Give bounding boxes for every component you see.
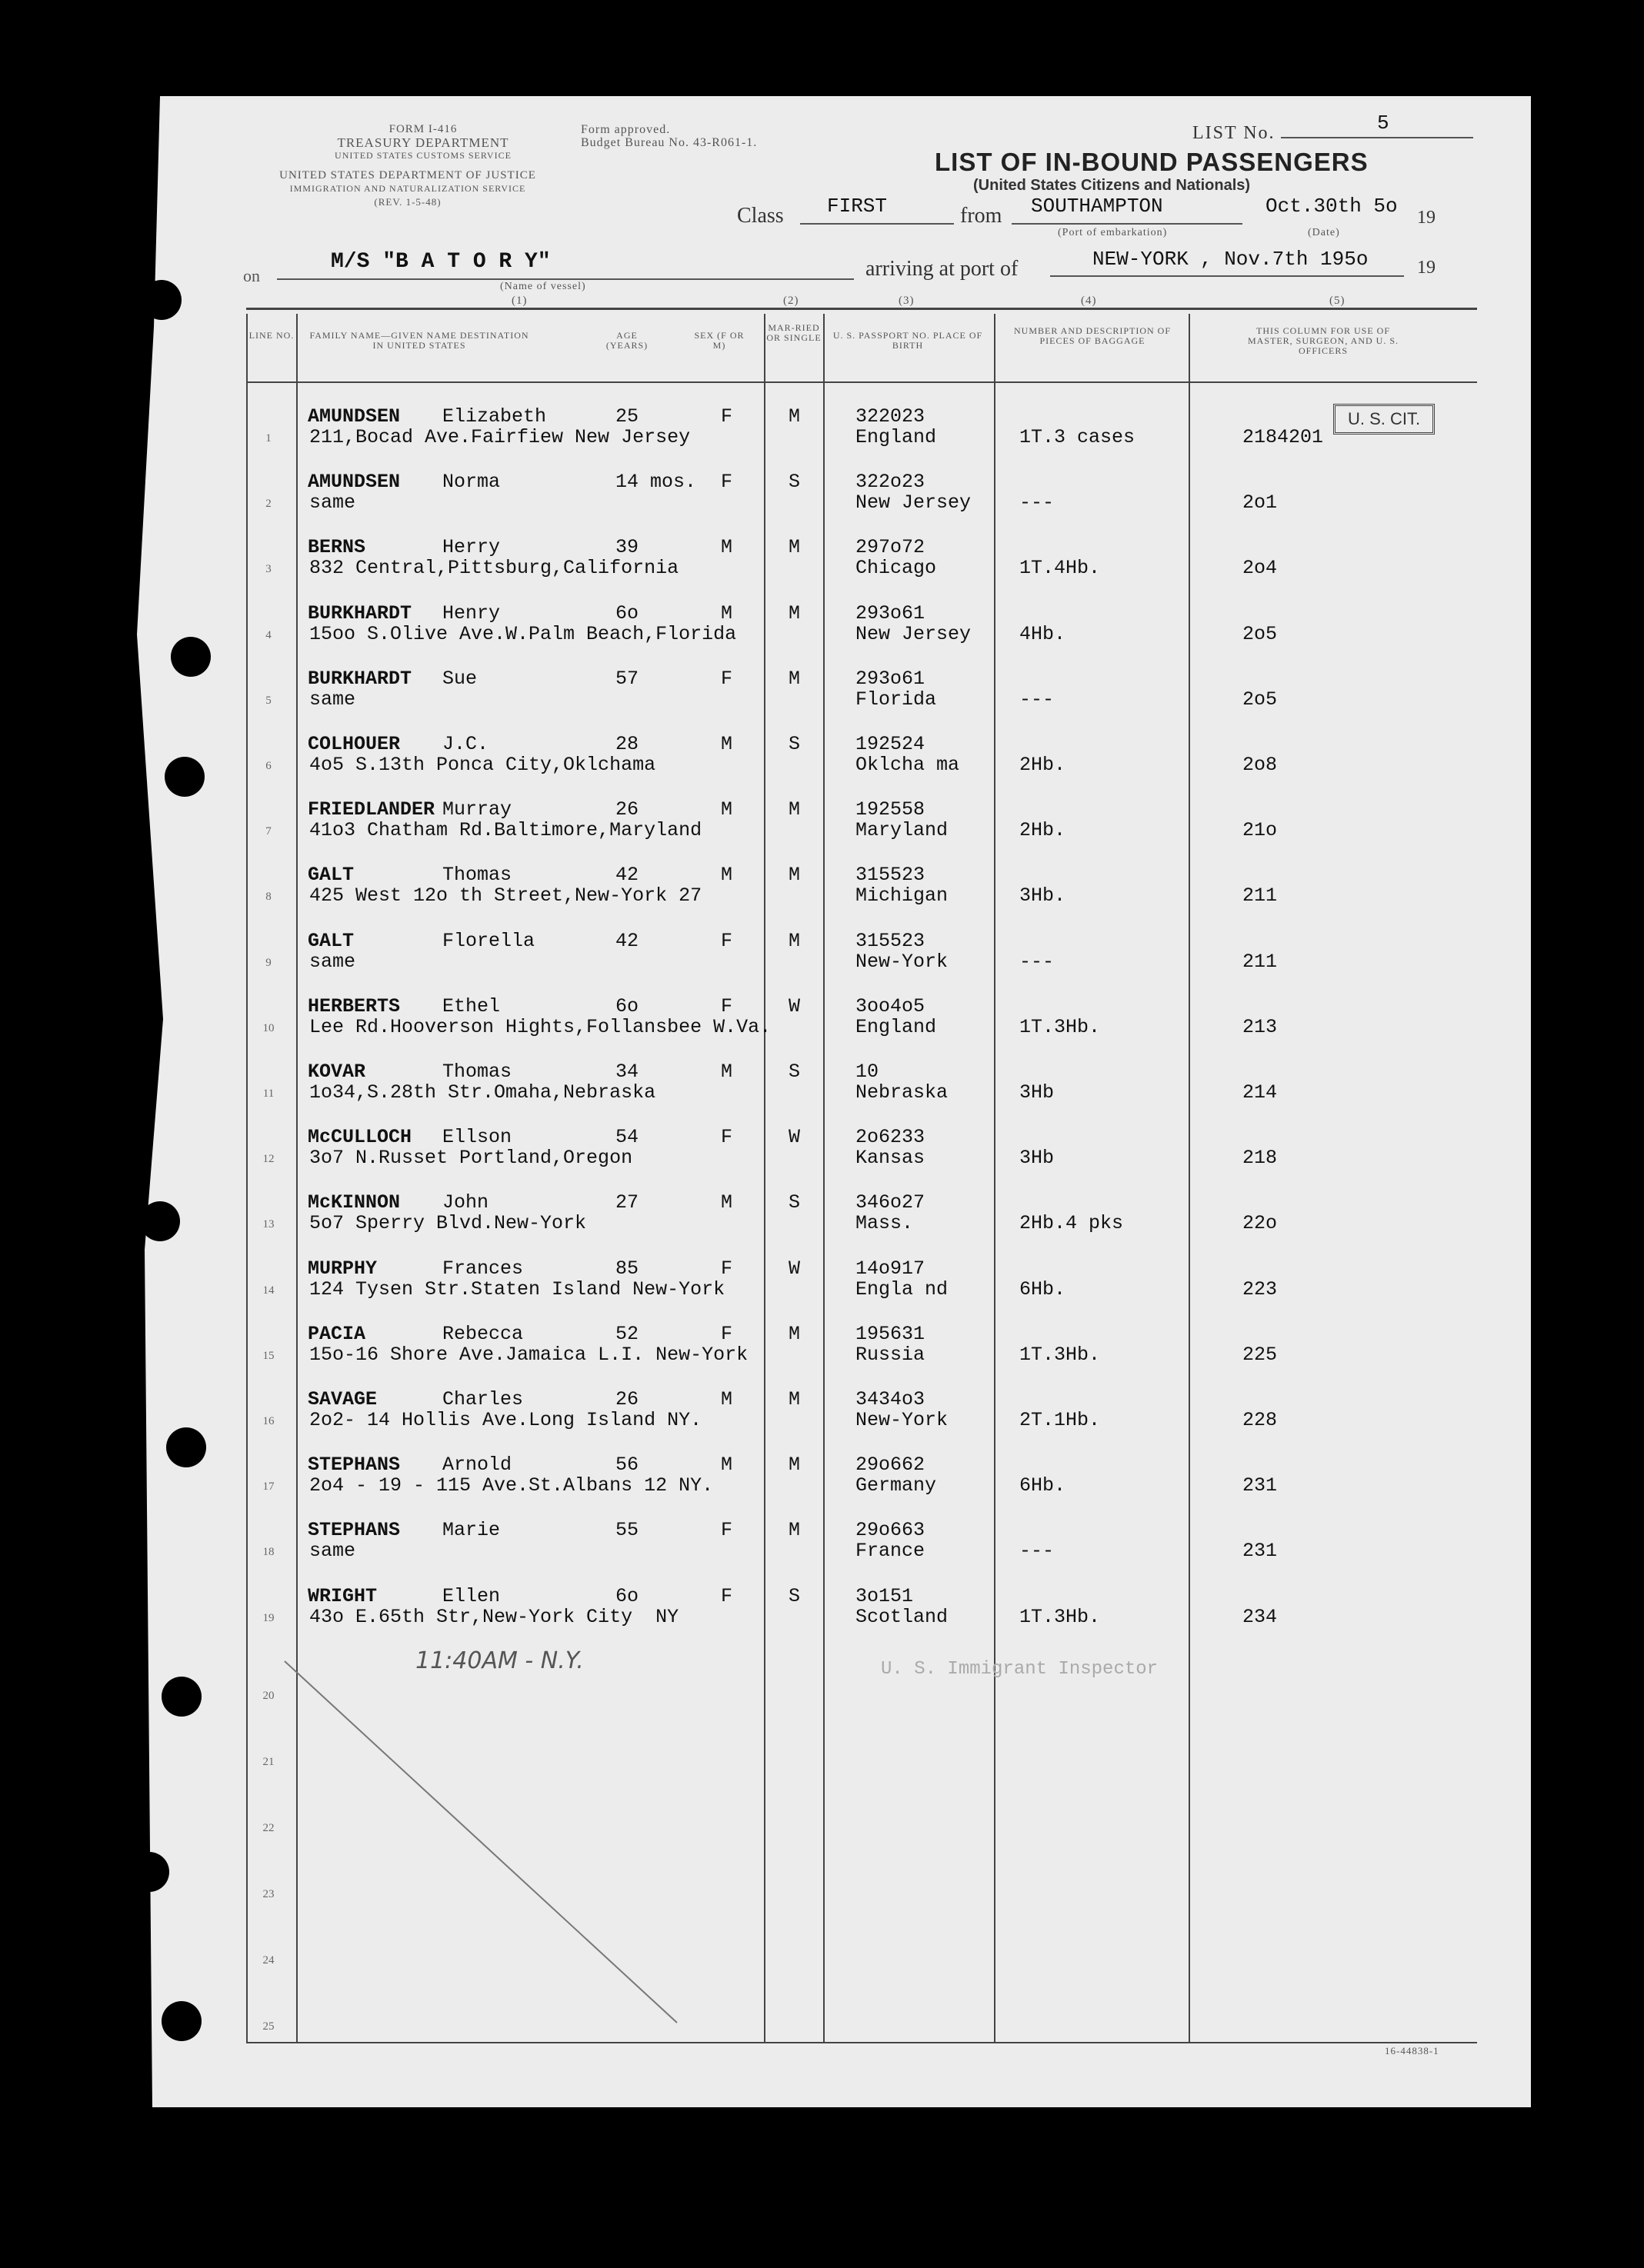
officer-column-value: 21o: [1242, 819, 1278, 842]
passenger-sex: M: [721, 1454, 733, 1477]
passenger-given-name: Sue: [442, 667, 478, 690]
passenger-marital-status: M: [789, 536, 801, 559]
passenger-given-name: Ethel: [442, 994, 501, 1017]
passenger-marital-status: W: [789, 1126, 801, 1149]
form-number: FORM I-416: [388, 123, 458, 135]
passenger-surname: COLHOUER: [308, 733, 401, 755]
passenger-sex: F: [721, 1257, 733, 1280]
col-header-baggage: NUMBER AND DESCRIPTION OF PIECES OF BAGGAGE: [1013, 325, 1172, 346]
passenger-destination: 43o E.65th Str,New-York City NY: [309, 1605, 679, 1628]
row-number: 25: [262, 2020, 275, 2033]
passenger-given-name: Rebecca: [442, 1322, 524, 1345]
passport-number: 29o663: [855, 1519, 925, 1542]
officer-column-value: 211: [1242, 950, 1278, 973]
arriving-label: arriving at port of: [865, 257, 1019, 281]
passenger-sex: M: [721, 864, 733, 887]
passenger-marital-status: M: [789, 798, 801, 821]
passenger-surname: HERBERTS: [308, 994, 401, 1017]
passenger-marital-status: S: [789, 471, 801, 494]
officer-column-value: 2o8: [1242, 754, 1278, 776]
passenger-destination: 41o3 Chatham Rd.Baltimore,Maryland: [309, 819, 702, 842]
officer-column-value: 2184201: [1242, 426, 1324, 448]
row-number: 17: [262, 1480, 275, 1494]
dept-immigration: IMMIGRATION AND NATURALIZATION SERVICE: [289, 183, 526, 194]
dept-justice: UNITED STATES DEPARTMENT OF JUSTICE: [279, 169, 536, 182]
row-number: 12: [262, 1153, 275, 1166]
dept-customs: UNITED STATES CUSTOMS SERVICE: [335, 150, 512, 161]
form-header-justice: [231, 169, 585, 208]
row-number: 15: [262, 1349, 275, 1362]
punch-hole: [165, 757, 205, 797]
passenger-sex: F: [721, 1584, 733, 1607]
officer-column-value: 223: [1242, 1277, 1278, 1301]
passenger-destination: Lee Rd.Hooverson Hights,Follansbee W.Va.: [309, 1015, 772, 1038]
baggage-description: 6Hb.: [1019, 1277, 1066, 1301]
place-of-birth: England: [855, 1015, 937, 1038]
passenger-age: 6o: [615, 994, 639, 1017]
colnum-3: (3): [899, 295, 915, 307]
passenger-age: 39: [615, 536, 639, 559]
baggage-description: 6Hb.: [1019, 1474, 1066, 1497]
passenger-destination: 15oo S.Olive Ave.W.Palm Beach,Florida: [309, 622, 737, 645]
list-no-label: LIST No.: [1192, 123, 1276, 143]
passenger-given-name: Frances: [442, 1257, 524, 1280]
passenger-age: 54: [615, 1126, 639, 1149]
officer-column-value: 2o4: [1242, 557, 1278, 580]
baggage-description: 1T.4Hb.: [1019, 557, 1101, 580]
passenger-sex: M: [721, 798, 733, 821]
passport-number: 195631: [855, 1322, 925, 1345]
from-label: from: [960, 204, 1002, 228]
passenger-destination: 832 Central,Pittsburg,California: [309, 557, 679, 580]
passport-number: 315523: [855, 929, 925, 952]
passenger-given-name: Thomas: [442, 1061, 512, 1083]
passenger-surname: BURKHARDT: [308, 667, 412, 690]
passport-number: 29o662: [855, 1454, 925, 1477]
passenger-destination: same: [309, 688, 356, 711]
year-prefix-2: 19: [1417, 258, 1436, 278]
passenger-marital-status: M: [789, 929, 801, 952]
officer-column-value: 228: [1242, 1409, 1278, 1431]
passenger-destination: 5o7 Sperry Blvd.New-York: [309, 1212, 587, 1235]
col-divider: [823, 314, 825, 2043]
punch-hole: [171, 637, 211, 677]
passenger-given-name: Charles: [442, 1388, 524, 1410]
passenger-destination: 2o2- 14 Hollis Ave.Long Island NY.: [309, 1409, 702, 1431]
row-number: 5: [265, 694, 272, 707]
page-title: LIST OF IN-BOUND PASSENGERS: [935, 148, 1369, 176]
passenger-age: 34: [615, 1061, 639, 1083]
page-subtitle: (United States Citizens and Nationals): [973, 177, 1251, 194]
passenger-given-name: Ellen: [442, 1584, 501, 1607]
officer-column-value: 2o5: [1242, 622, 1278, 645]
officer-column-value: 2o5: [1242, 688, 1278, 711]
officer-column-value: 2o1: [1242, 491, 1278, 515]
passenger-sex: M: [721, 1061, 733, 1083]
punch-hole: [129, 1852, 169, 1892]
passport-number: 192558: [855, 798, 925, 821]
row-number: 14: [262, 1284, 275, 1297]
passenger-given-name: Florella: [442, 929, 535, 952]
officer-column-value: 211: [1242, 884, 1278, 908]
baggage-description: 2Hb.4 pks: [1019, 1212, 1124, 1235]
passport-number: 14o917: [855, 1257, 925, 1280]
row-number: 22: [262, 1822, 275, 1834]
from-line: [1012, 223, 1242, 225]
passenger-sex: F: [721, 1126, 733, 1149]
table-bottom-rule: [246, 2042, 1477, 2043]
table-top-rule: [246, 308, 1477, 310]
passenger-marital-status: S: [789, 1191, 801, 1214]
passenger-sex: M: [721, 1388, 733, 1410]
place-of-birth: France: [855, 1540, 925, 1563]
passenger-age: 14 mos.: [615, 471, 697, 494]
row-number: 10: [262, 1021, 275, 1034]
form-approval: [581, 123, 757, 149]
passenger-destination: same: [309, 1540, 356, 1563]
punch-hole: [140, 1201, 180, 1241]
from-date: Oct.30th 5o: [1266, 195, 1398, 218]
passenger-marital-status: M: [789, 1388, 801, 1410]
inspector-caption: U. S. Immigrant Inspector: [881, 1659, 1159, 1680]
place-of-birth: Chicago: [855, 557, 937, 580]
col-header-line: LINE NO.: [248, 330, 295, 341]
passenger-given-name: John: [442, 1191, 489, 1214]
baggage-description: 4Hb.: [1019, 622, 1066, 645]
place-of-birth: Michigan: [855, 884, 949, 908]
passport-number: 10: [855, 1061, 879, 1083]
passenger-surname: AMUNDSEN: [308, 405, 401, 428]
passenger-destination: 124 Tysen Str.Staten Island New-York: [309, 1277, 725, 1301]
passenger-age: 25: [615, 405, 639, 428]
citizen-stamp: U. S. CIT.: [1333, 404, 1435, 435]
passport-number: 293o61: [855, 667, 925, 690]
passport-number: 315523: [855, 864, 925, 887]
officer-column-value: 22o: [1242, 1212, 1278, 1235]
vessel-name: M/S "B A T O R Y": [331, 250, 551, 274]
officer-column-value: 231: [1242, 1540, 1278, 1563]
col-header-sex: SEX (F OR M): [694, 330, 745, 351]
place-of-birth: New-York: [855, 950, 949, 973]
baggage-description: 1T.3 cases: [1019, 426, 1135, 448]
baggage-description: ---: [1019, 688, 1055, 711]
passenger-given-name: Ellson: [442, 1126, 512, 1149]
passenger-age: 85: [615, 1257, 639, 1280]
passenger-marital-status: S: [789, 1061, 801, 1083]
place-of-birth: Engla nd: [855, 1277, 949, 1301]
row-number: 6: [265, 760, 272, 772]
passenger-age: 26: [615, 798, 639, 821]
date-caption: (Date): [1308, 227, 1340, 238]
table-header-rule: [246, 381, 1477, 383]
passenger-marital-status: M: [789, 405, 801, 428]
officer-column-value: 231: [1242, 1474, 1278, 1497]
row-number: 11: [262, 1087, 275, 1100]
passenger-sex: F: [721, 929, 733, 952]
passenger-surname: WRIGHT: [308, 1584, 378, 1607]
row-number: 16: [262, 1415, 275, 1427]
place-of-birth: Germany: [855, 1474, 937, 1497]
passenger-sex: F: [721, 994, 733, 1017]
passenger-surname: STEPHANS: [308, 1519, 401, 1542]
passenger-surname: PACIA: [308, 1322, 366, 1345]
row-number: 18: [262, 1546, 275, 1559]
passenger-marital-status: M: [789, 864, 801, 887]
row-number: 21: [262, 1756, 275, 1768]
col-header-passport: U. S. PASSPORT NO. PLACE OF BIRTH: [832, 330, 983, 351]
passenger-surname: GALT: [308, 929, 355, 952]
passenger-sex: F: [721, 1322, 733, 1345]
passenger-surname: BERNS: [308, 536, 366, 559]
passenger-destination: same: [309, 950, 356, 973]
passenger-age: 28: [615, 733, 639, 755]
place-of-birth: Scotland: [855, 1605, 949, 1628]
passenger-age: 6o: [615, 601, 639, 624]
passenger-age: 27: [615, 1191, 639, 1214]
list-no-line: [1281, 137, 1473, 138]
passport-number: 297o72: [855, 536, 925, 559]
colnum-4: (4): [1081, 295, 1097, 307]
year-prefix: 19: [1417, 208, 1436, 228]
passenger-given-name: Murray: [442, 798, 512, 821]
passenger-given-name: J.C.: [442, 733, 489, 755]
place-of-birth: England: [855, 426, 937, 448]
col-header-use: THIS COLUMN FOR USE OF MASTER, SURGEON, AND U. S. OFFICERS: [1247, 325, 1399, 356]
place-of-birth: New Jersey: [855, 491, 972, 515]
place-of-birth: Russia: [855, 1343, 925, 1366]
col-divider: [994, 314, 995, 2043]
passenger-sex: M: [721, 601, 733, 624]
row-number: 1: [265, 432, 272, 445]
punch-hole: [162, 1677, 202, 1717]
row-number: 2: [265, 498, 272, 511]
passenger-surname: STEPHANS: [308, 1454, 401, 1477]
budget-line: Budget Bureau No. 43-R061-1.: [581, 136, 758, 149]
passenger-sex: F: [721, 405, 733, 428]
passport-number: 293o61: [855, 601, 925, 624]
place-of-birth: Kansas: [855, 1147, 925, 1170]
passenger-marital-status: S: [789, 1584, 801, 1607]
place-of-birth: New Jersey: [855, 622, 972, 645]
passenger-surname: McKINNON: [308, 1191, 401, 1214]
passenger-surname: BURKHARDT: [308, 601, 412, 624]
passport-number: 3o151: [855, 1584, 914, 1607]
row-number: 8: [265, 891, 272, 904]
arrival-date: , Nov.7th 195o: [1200, 248, 1369, 271]
passenger-marital-status: M: [789, 601, 801, 624]
passenger-age: 42: [615, 929, 639, 952]
row-number: 9: [265, 956, 272, 969]
passenger-marital-status: M: [789, 1519, 801, 1542]
passport-number: 3434o3: [855, 1388, 925, 1410]
col-divider: [246, 314, 248, 2043]
punch-hole: [166, 1427, 206, 1467]
baggage-description: 3Hb: [1019, 1081, 1055, 1104]
row-number: 23: [262, 1888, 275, 1900]
passenger-sex: F: [721, 1519, 733, 1542]
arrival-line: [1050, 275, 1404, 277]
arrival-port: NEW-YORK: [1092, 248, 1189, 271]
col-header-married: MAR-RIED OR SINGLE: [766, 322, 822, 343]
officer-column-value: 234: [1242, 1605, 1278, 1628]
passenger-surname: MURPHY: [308, 1257, 378, 1280]
colnum-1: (1): [512, 295, 528, 307]
officer-column-value: 225: [1242, 1343, 1278, 1366]
passport-number: 322023: [855, 405, 925, 428]
passenger-given-name: Henry: [442, 601, 501, 624]
form-revision: (REV. 1-5-48): [374, 196, 442, 208]
baggage-description: 1T.3Hb.: [1019, 1015, 1101, 1038]
passenger-marital-status: M: [789, 1322, 801, 1345]
row-number: 19: [262, 1611, 275, 1624]
colnum-2: (2): [783, 295, 799, 307]
col-divider: [1189, 314, 1190, 2043]
punch-hole: [162, 2001, 202, 2041]
passport-number: 346o27: [855, 1191, 925, 1214]
form-header-left: [319, 123, 527, 162]
passenger-destination: 3o7 N.Russet Portland,Oregon: [309, 1147, 633, 1170]
passport-number: 192524: [855, 733, 925, 755]
class-value: FIRST: [827, 195, 888, 218]
officer-column-value: 213: [1242, 1015, 1278, 1038]
cancel-stroke: [277, 1654, 692, 2030]
passenger-surname: GALT: [308, 864, 355, 887]
passenger-given-name: Marie: [442, 1519, 501, 1542]
punch-hole: [142, 280, 182, 320]
col-divider: [764, 314, 765, 2043]
footer-code: 16-44838-1: [1385, 2045, 1439, 2057]
passenger-sex: M: [721, 536, 733, 559]
passenger-age: 42: [615, 864, 639, 887]
passenger-destination: 425 West 12o th Street,New-York 27: [309, 884, 702, 908]
passenger-given-name: Herry: [442, 536, 501, 559]
passenger-surname: KOVAR: [308, 1061, 366, 1083]
place-of-birth: Oklcha ma: [855, 754, 960, 776]
baggage-description: ---: [1019, 491, 1055, 515]
row-number: 7: [265, 825, 272, 838]
baggage-description: 2Hb.: [1019, 819, 1066, 842]
row-number: 24: [262, 1954, 275, 1967]
passport-number: 2o6233: [855, 1126, 925, 1149]
passport-number: 3oo4o5: [855, 994, 925, 1017]
col-header-age: AGE (YEARS): [605, 330, 649, 351]
passport-number: 322o23: [855, 471, 925, 494]
row-number: 20: [262, 1690, 275, 1702]
passenger-age: 26: [615, 1388, 639, 1410]
passenger-age: 57: [615, 667, 639, 690]
passenger-given-name: Elizabeth: [442, 405, 547, 428]
passenger-surname: SAVAGE: [308, 1388, 378, 1410]
officer-column-value: 218: [1242, 1147, 1278, 1170]
passenger-age: 55: [615, 1519, 639, 1542]
passenger-destination: same: [309, 491, 356, 515]
port-caption: (Port of embarkation): [1058, 227, 1168, 238]
passenger-destination: 211,Bocad Ave.Fairfiew New Jersey: [309, 426, 691, 448]
passenger-marital-status: W: [789, 1257, 801, 1280]
passenger-age: 56: [615, 1454, 639, 1477]
officer-column-value: 214: [1242, 1081, 1278, 1104]
passenger-marital-status: W: [789, 994, 801, 1017]
colnum-5: (5): [1329, 295, 1346, 307]
baggage-description: 1T.3Hb.: [1019, 1605, 1101, 1628]
passenger-given-name: Arnold: [442, 1454, 512, 1477]
vessel-caption: (Name of vessel): [500, 281, 586, 292]
approved-line: Form approved.: [581, 123, 671, 136]
passenger-destination: 1o34,S.28th Str.Omaha,Nebraska: [309, 1081, 656, 1104]
baggage-description: 1T.3Hb.: [1019, 1343, 1101, 1366]
baggage-description: 2Hb.: [1019, 754, 1066, 776]
class-line: [800, 223, 954, 225]
row-number: 13: [262, 1218, 275, 1231]
passenger-surname: AMUNDSEN: [308, 471, 401, 494]
place-of-birth: Maryland: [855, 819, 949, 842]
place-of-birth: Florida: [855, 688, 937, 711]
baggage-description: 3Hb: [1019, 1147, 1055, 1170]
passenger-sex: F: [721, 667, 733, 690]
baggage-description: 2T.1Hb.: [1019, 1409, 1101, 1431]
list-no-value: 5: [1377, 112, 1389, 135]
baggage-description: 3Hb.: [1019, 884, 1066, 908]
passenger-sex: M: [721, 733, 733, 755]
passenger-marital-status: M: [789, 667, 801, 690]
row-number: 3: [265, 563, 272, 576]
passenger-given-name: Norma: [442, 471, 501, 494]
passenger-age: 6o: [615, 1584, 639, 1607]
passenger-given-name: Thomas: [442, 864, 512, 887]
passenger-destination: 2o4 - 19 - 115 Ave.St.Albans 12 NY.: [309, 1474, 714, 1497]
passenger-marital-status: S: [789, 733, 801, 755]
passenger-sex: M: [721, 1191, 733, 1214]
place-of-birth: Nebraska: [855, 1081, 949, 1104]
baggage-description: ---: [1019, 1540, 1055, 1563]
passenger-destination: 4o5 S.13th Ponca City,Oklchama: [309, 754, 656, 776]
baggage-description: ---: [1019, 950, 1055, 973]
passenger-sex: F: [721, 471, 733, 494]
on-label: on: [243, 266, 260, 285]
passenger-destination: 15o-16 Shore Ave.Jamaica L.I. New-York: [309, 1343, 749, 1366]
passenger-surname: McCULLOCH: [308, 1126, 412, 1149]
row-number: 4: [265, 628, 272, 641]
dept-treasury: TREASURY DEPARTMENT: [337, 135, 509, 150]
col-header-name: FAMILY NAME—GIVEN NAME DESTINATION IN UNITED STATES: [309, 330, 529, 351]
passenger-age: 52: [615, 1322, 639, 1345]
place-of-birth: Mass.: [855, 1212, 914, 1235]
pencil-time-note: 11:40AM - N.Y.: [415, 1647, 584, 1674]
from-port: SOUTHAMPTON: [1031, 195, 1163, 218]
place-of-birth: New-York: [855, 1409, 949, 1431]
passenger-marital-status: M: [789, 1454, 801, 1477]
class-label: Class: [737, 204, 784, 228]
passenger-surname: FRIEDLANDER: [308, 798, 435, 821]
